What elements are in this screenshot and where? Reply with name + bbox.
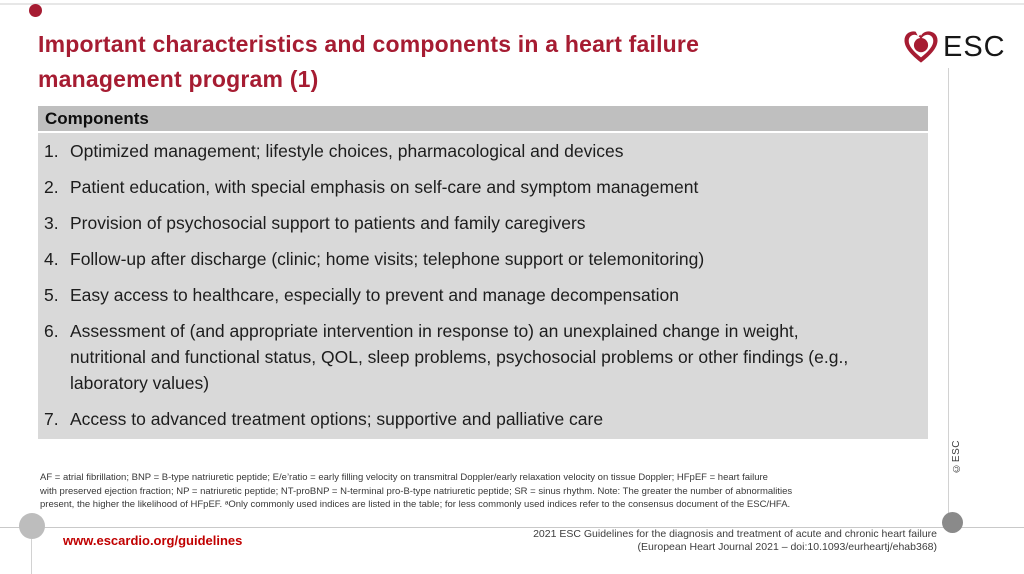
right-vertical-line bbox=[948, 68, 949, 518]
esc-logo-text: ESC bbox=[943, 31, 1006, 63]
row-text: Easy access to healthcare, especially to prevent and manage decompensation bbox=[70, 285, 679, 305]
components-table bbox=[38, 106, 928, 439]
gray-dot-right-decoration bbox=[942, 512, 963, 533]
page-title-line1: Important characteristics and components in a heart failure bbox=[38, 31, 700, 57]
footnote bbox=[40, 471, 940, 512]
row-number: 7. bbox=[44, 409, 59, 429]
footnote-line1: AF = atrial fibrillation; BNP = B-type natriuretic peptide; E/e’ratio = early filling velocity on transmitral Doppler/early relaxation velocity on tissue Doppler; HFpEF = heart failure bbox=[40, 472, 768, 483]
row-number: 6. bbox=[44, 321, 59, 341]
table-row bbox=[44, 246, 920, 272]
esc-copyright-vertical: ©ESC bbox=[951, 440, 962, 474]
row-number: 2. bbox=[44, 177, 59, 197]
row-text: Follow-up after discharge (clinic; home visits; telephone support or telemonitoring) bbox=[70, 249, 705, 269]
table-row bbox=[44, 318, 920, 396]
top-divider-line bbox=[0, 3, 1024, 5]
row-text: Assessment of (and appropriate intervention in response to) an unexplained change in weight, nutritional and functional status, QOL, sleep problems, psychosocial problems or other findings (e.g., laboratory values) bbox=[70, 321, 849, 393]
red-dot-decoration bbox=[29, 4, 42, 17]
table-row bbox=[44, 138, 920, 164]
esc-logo bbox=[902, 30, 1006, 64]
row-number: 3. bbox=[44, 213, 59, 233]
row-text: Provision of psychosocial support to patients and family caregivers bbox=[70, 213, 586, 233]
row-text: Access to advanced treatment options; supportive and palliative care bbox=[70, 409, 604, 429]
left-vertical-line bbox=[31, 539, 32, 574]
gray-dot-left-decoration bbox=[19, 513, 45, 539]
row-number: 1. bbox=[44, 141, 59, 161]
table-body bbox=[38, 133, 928, 439]
escardio-guidelines-link[interactable]: www.escardio.org/guidelines bbox=[63, 533, 243, 548]
citation bbox=[533, 528, 937, 554]
footnote-line2: with preserved ejection fraction; NP = natriuretic peptide; NT-proBNP = N-terminal pro-B-type natriuretic peptide; SR = sinus rhythm. Note: The greater the number of abnormalities bbox=[40, 485, 793, 497]
row-number: 5. bbox=[44, 285, 59, 305]
table-row bbox=[44, 282, 920, 308]
table-row bbox=[44, 210, 920, 236]
page-title-line2: management program (1) bbox=[38, 66, 319, 92]
esc-heart-icon bbox=[902, 30, 940, 64]
table-header: Components bbox=[38, 106, 928, 131]
table-row bbox=[44, 406, 920, 432]
footnote-line3: present, the higher the likelihood of HFpEF. ᵃOnly commonly used indices are listed in the table; for less commonly used indices refer to the consensus document of the ESC/HFA. bbox=[40, 499, 791, 510]
table-row bbox=[44, 174, 920, 200]
row-text: Patient education, with special emphasis on self-care and symptom management bbox=[70, 177, 699, 197]
citation-line2: (European Heart Journal 2021 – doi:10.1093/eurheartj/ehab368) bbox=[637, 541, 937, 553]
citation-line1: 2021 ESC Guidelines for the diagnosis and treatment of acute and chronic heart failure bbox=[533, 528, 937, 540]
page-title bbox=[38, 27, 878, 97]
row-text: Optimized management; lifestyle choices, pharmacological and devices bbox=[70, 141, 624, 161]
row-number: 4. bbox=[44, 249, 59, 269]
